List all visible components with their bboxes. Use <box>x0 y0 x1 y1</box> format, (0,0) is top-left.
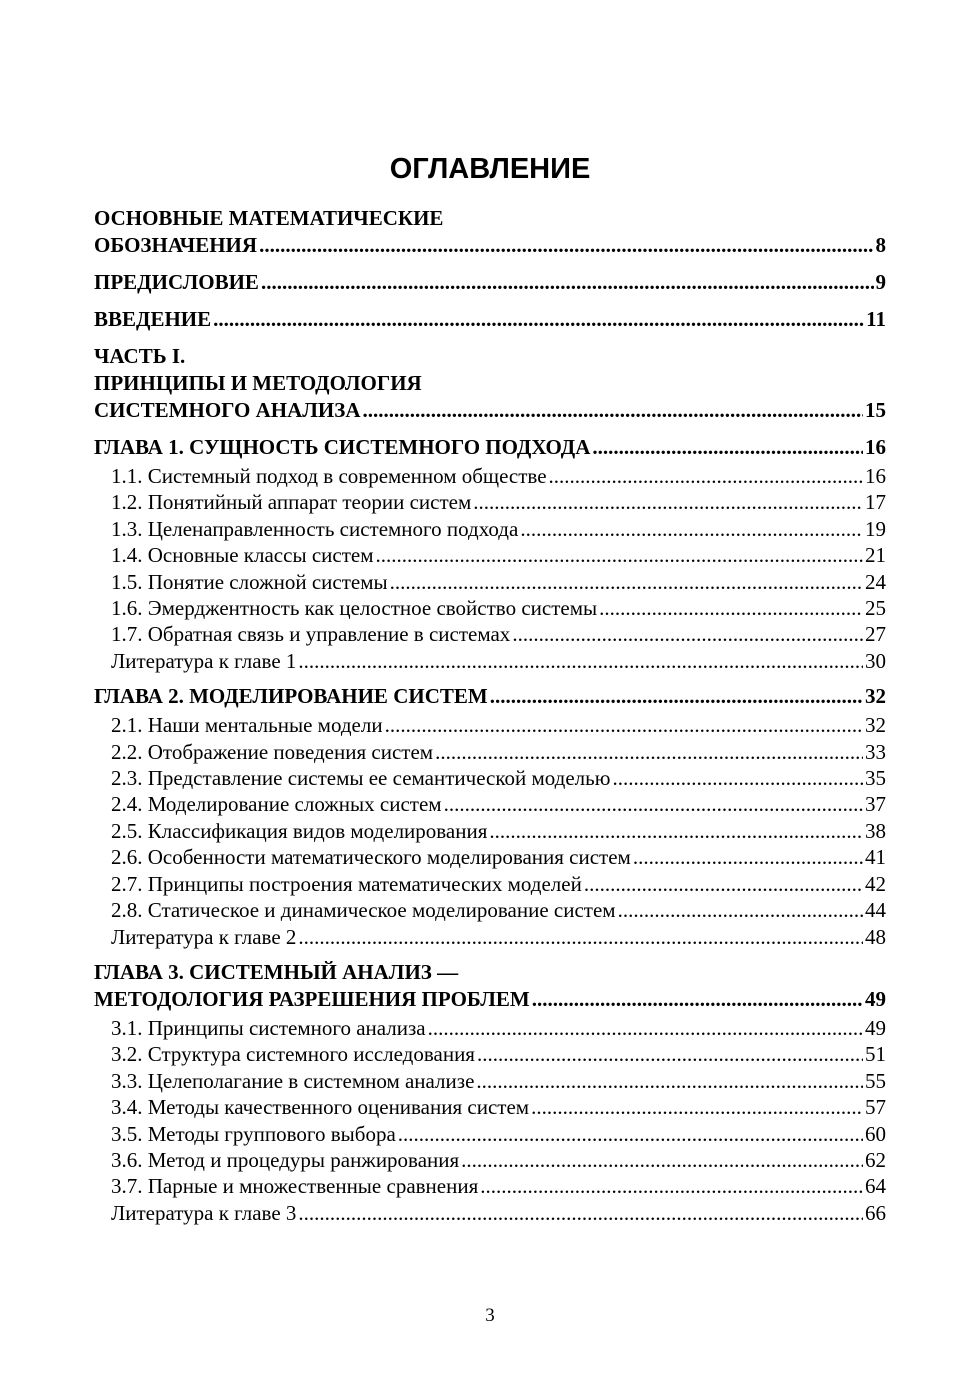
toc-item[interactable] <box>111 1015 886 1041</box>
toc-subsection-list <box>94 712 886 950</box>
dot-leader <box>618 897 863 923</box>
toc-page-number: 33 <box>865 739 886 764</box>
toc-page-number: 51 <box>865 1042 886 1067</box>
toc-section[interactable] <box>94 434 886 461</box>
toc-item[interactable] <box>111 897 886 923</box>
toc-page-number: 37 <box>865 792 886 817</box>
toc-section-title: ПРЕДИСЛОВИЕ <box>94 270 259 294</box>
toc-item-title: 1.6. Эмерджентность как целостное свойство системы <box>111 596 598 621</box>
dot-leader <box>599 595 863 621</box>
toc-item[interactable] <box>111 648 886 674</box>
dot-leader <box>298 1200 863 1226</box>
toc-section[interactable] <box>94 269 886 296</box>
toc-page-number: 16 <box>865 464 886 488</box>
toc-item[interactable] <box>111 1147 886 1173</box>
toc-item-title: 3.3. Целеполагание в системном анализе <box>111 1068 475 1093</box>
toc-page-number: 21 <box>865 543 886 568</box>
toc-page-number: 24 <box>865 569 886 594</box>
toc-page-number: 49 <box>865 986 886 1011</box>
dot-leader <box>633 844 863 870</box>
toc-page-number: 57 <box>865 1095 886 1120</box>
toc-item[interactable] <box>111 739 886 765</box>
toc-item[interactable] <box>111 463 886 489</box>
toc-item-title: 2.5. Классификация видов моделирования <box>111 818 488 843</box>
dot-leader <box>592 434 863 461</box>
toc-item[interactable] <box>111 1121 886 1147</box>
toc-item[interactable] <box>111 516 886 542</box>
toc-section-heading-line: ГЛАВА 3. СИСТЕМНЫЙ АНАЛИЗ — <box>94 959 459 984</box>
toc-section[interactable] <box>94 343 886 424</box>
page-number: 3 <box>485 1305 495 1326</box>
dot-leader <box>477 1041 863 1067</box>
toc-page-number: 27 <box>865 622 886 647</box>
toc-item[interactable] <box>111 712 886 738</box>
toc-item[interactable] <box>111 542 886 568</box>
toc-page-number: 38 <box>865 818 886 843</box>
dot-leader <box>363 397 864 424</box>
dot-leader <box>428 1015 863 1041</box>
dot-leader <box>398 1121 863 1147</box>
toc-item[interactable] <box>111 1041 886 1067</box>
toc-page-number: 42 <box>865 871 886 896</box>
toc-item[interactable] <box>111 924 886 950</box>
toc-item-title: 1.4. Основные классы систем <box>111 543 374 568</box>
dot-leader <box>259 232 873 259</box>
dot-leader <box>473 489 863 515</box>
toc-item[interactable] <box>111 1173 886 1199</box>
dot-leader <box>584 871 863 897</box>
dot-leader <box>532 986 863 1013</box>
dot-leader <box>549 463 863 489</box>
dot-leader <box>531 1094 863 1120</box>
toc-section-heading-line: ЧАСТЬ I. <box>94 344 186 368</box>
toc-section-row <box>94 232 886 259</box>
toc-item-title: 2.1. Наши ментальные модели <box>111 713 383 738</box>
toc-item-title: 2.2. Отображение поведения систем <box>111 739 434 764</box>
toc-item[interactable] <box>111 1200 886 1226</box>
toc-page-number: 41 <box>865 845 886 870</box>
toc-page-number: 9 <box>875 270 886 294</box>
toc-section-row <box>94 269 886 296</box>
toc-item-title: 1.5. Понятие сложной системы <box>111 569 388 594</box>
toc-page-number: 35 <box>865 766 886 791</box>
toc-section-title: МЕТОДОЛОГИЯ РАЗРЕШЕНИЯ ПРОБЛЕМ <box>94 986 530 1011</box>
toc-subsection-list <box>94 1015 886 1226</box>
toc-item-title: 2.6. Особенности математического моделирования систем <box>111 845 631 870</box>
toc-item-title: 1.7. Обратная связь и управление в системах <box>111 622 511 647</box>
dot-leader <box>375 542 863 568</box>
toc-item[interactable] <box>111 791 886 817</box>
toc-item-title: 3.6. Метод и процедуры ранжирования <box>111 1147 460 1172</box>
toc-item[interactable] <box>111 1094 886 1120</box>
toc-section-title: ГЛАВА 1. СУЩНОСТЬ СИСТЕМНОГО ПОДХОДА <box>94 435 591 459</box>
dot-leader <box>480 1173 863 1199</box>
toc-page-number: 11 <box>866 307 886 331</box>
toc-item-title: Литература к главе 2 <box>111 924 297 949</box>
toc-section-title: СИСТЕМНОГО АНАЛИЗА <box>94 398 361 422</box>
toc-item-title: 2.4. Моделирование сложных систем <box>111 792 442 817</box>
toc-item-title: 2.8. Статическое и динамическое моделирование систем <box>111 898 616 923</box>
toc-item[interactable] <box>111 489 886 515</box>
toc-section-title: ВВЕДЕНИЕ <box>94 307 212 331</box>
toc-section-row <box>94 434 886 461</box>
dot-leader <box>213 306 864 333</box>
toc-item[interactable] <box>111 1068 886 1094</box>
toc-item-title: 1.3. Целенаправленность системного подхода <box>111 516 519 541</box>
dot-leader <box>298 924 863 950</box>
toc-section-row <box>94 397 886 424</box>
toc-item[interactable] <box>111 621 886 647</box>
toc-item[interactable] <box>111 871 886 897</box>
toc-item-title: 3.4. Методы качественного оценивания систем <box>111 1095 530 1120</box>
toc-page-number: 62 <box>865 1147 886 1172</box>
toc-item-title: Литература к главе 1 <box>111 648 297 673</box>
toc-page-number: 49 <box>865 1015 886 1040</box>
toc-item-title: 3.5. Методы группового выбора <box>111 1121 396 1146</box>
toc-item[interactable] <box>111 765 886 791</box>
toc-section-title: ОБОЗНАЧЕНИЯ <box>94 233 258 257</box>
toc-item-title: 2.7. Принципы построения математических моделей <box>111 871 582 896</box>
toc-section[interactable] <box>94 959 886 1013</box>
dot-leader <box>261 269 874 296</box>
toc-page-number: 66 <box>865 1200 886 1225</box>
toc-page-number: 17 <box>865 490 886 515</box>
dot-leader <box>444 791 863 817</box>
toc-page-number: 8 <box>875 233 886 257</box>
toc-item[interactable] <box>111 595 886 621</box>
dot-leader <box>612 765 863 791</box>
toc-item[interactable] <box>111 844 886 870</box>
toc-section[interactable] <box>94 306 886 333</box>
toc-page-number: 60 <box>865 1121 886 1146</box>
toc-section-title: ГЛАВА 2. МОДЕЛИРОВАНИЕ СИСТЕМ <box>94 684 488 709</box>
dot-leader <box>435 739 863 765</box>
toc-item-title: 3.1. Принципы системного анализа <box>111 1015 426 1040</box>
toc-section-heading-line: ОСНОВНЫЕ МАТЕМАТИЧЕСКИЕ <box>94 206 444 230</box>
toc-page-number: 25 <box>865 596 886 621</box>
toc-section-heading-line: ПРИНЦИПЫ И МЕТОДОЛОГИЯ <box>94 371 422 395</box>
dot-leader <box>490 683 863 710</box>
toc-item-title: 2.3. Представление системы ее семантической моделью <box>111 766 611 791</box>
toc-page-number: 16 <box>865 435 886 459</box>
toc-item-title: 3.2. Структура системного исследования <box>111 1042 475 1067</box>
toc-subsection-list <box>94 463 886 674</box>
toc-page-number: 19 <box>865 516 886 541</box>
toc-page-number: 32 <box>865 713 886 738</box>
toc-page-number: 30 <box>865 648 886 673</box>
toc-section-row <box>94 306 886 333</box>
toc-page-number: 55 <box>865 1068 886 1093</box>
dot-leader <box>489 818 863 844</box>
table-of-contents <box>94 205 886 1235</box>
dot-leader <box>512 621 863 647</box>
page-title: ОГЛАВЛЕНИЕ <box>389 153 591 185</box>
toc-item-title: Литература к главе 3 <box>111 1200 297 1225</box>
toc-page-number: 32 <box>865 684 886 709</box>
toc-page-number: 44 <box>865 898 886 923</box>
toc-item[interactable] <box>111 569 886 595</box>
toc-item-title: 1.1. Системный подход в современном обществе <box>111 464 547 488</box>
toc-item-title: 3.7. Парные и множественные сравнения <box>111 1174 479 1199</box>
toc-section[interactable] <box>94 683 886 710</box>
toc-page-number: 48 <box>865 924 886 949</box>
toc-item[interactable] <box>111 818 886 844</box>
toc-page-number: 64 <box>865 1174 886 1199</box>
toc-page-number: 15 <box>865 398 886 422</box>
toc-section[interactable] <box>94 205 886 259</box>
dot-leader <box>298 648 863 674</box>
dot-leader <box>461 1147 863 1173</box>
dot-leader <box>476 1068 863 1094</box>
toc-item-title: 1.2. Понятийный аппарат теории систем <box>111 490 472 515</box>
toc-section-row <box>94 683 886 710</box>
toc-section-row <box>94 986 886 1013</box>
dot-leader <box>385 712 863 738</box>
dot-leader <box>390 569 863 595</box>
dot-leader <box>520 516 863 542</box>
